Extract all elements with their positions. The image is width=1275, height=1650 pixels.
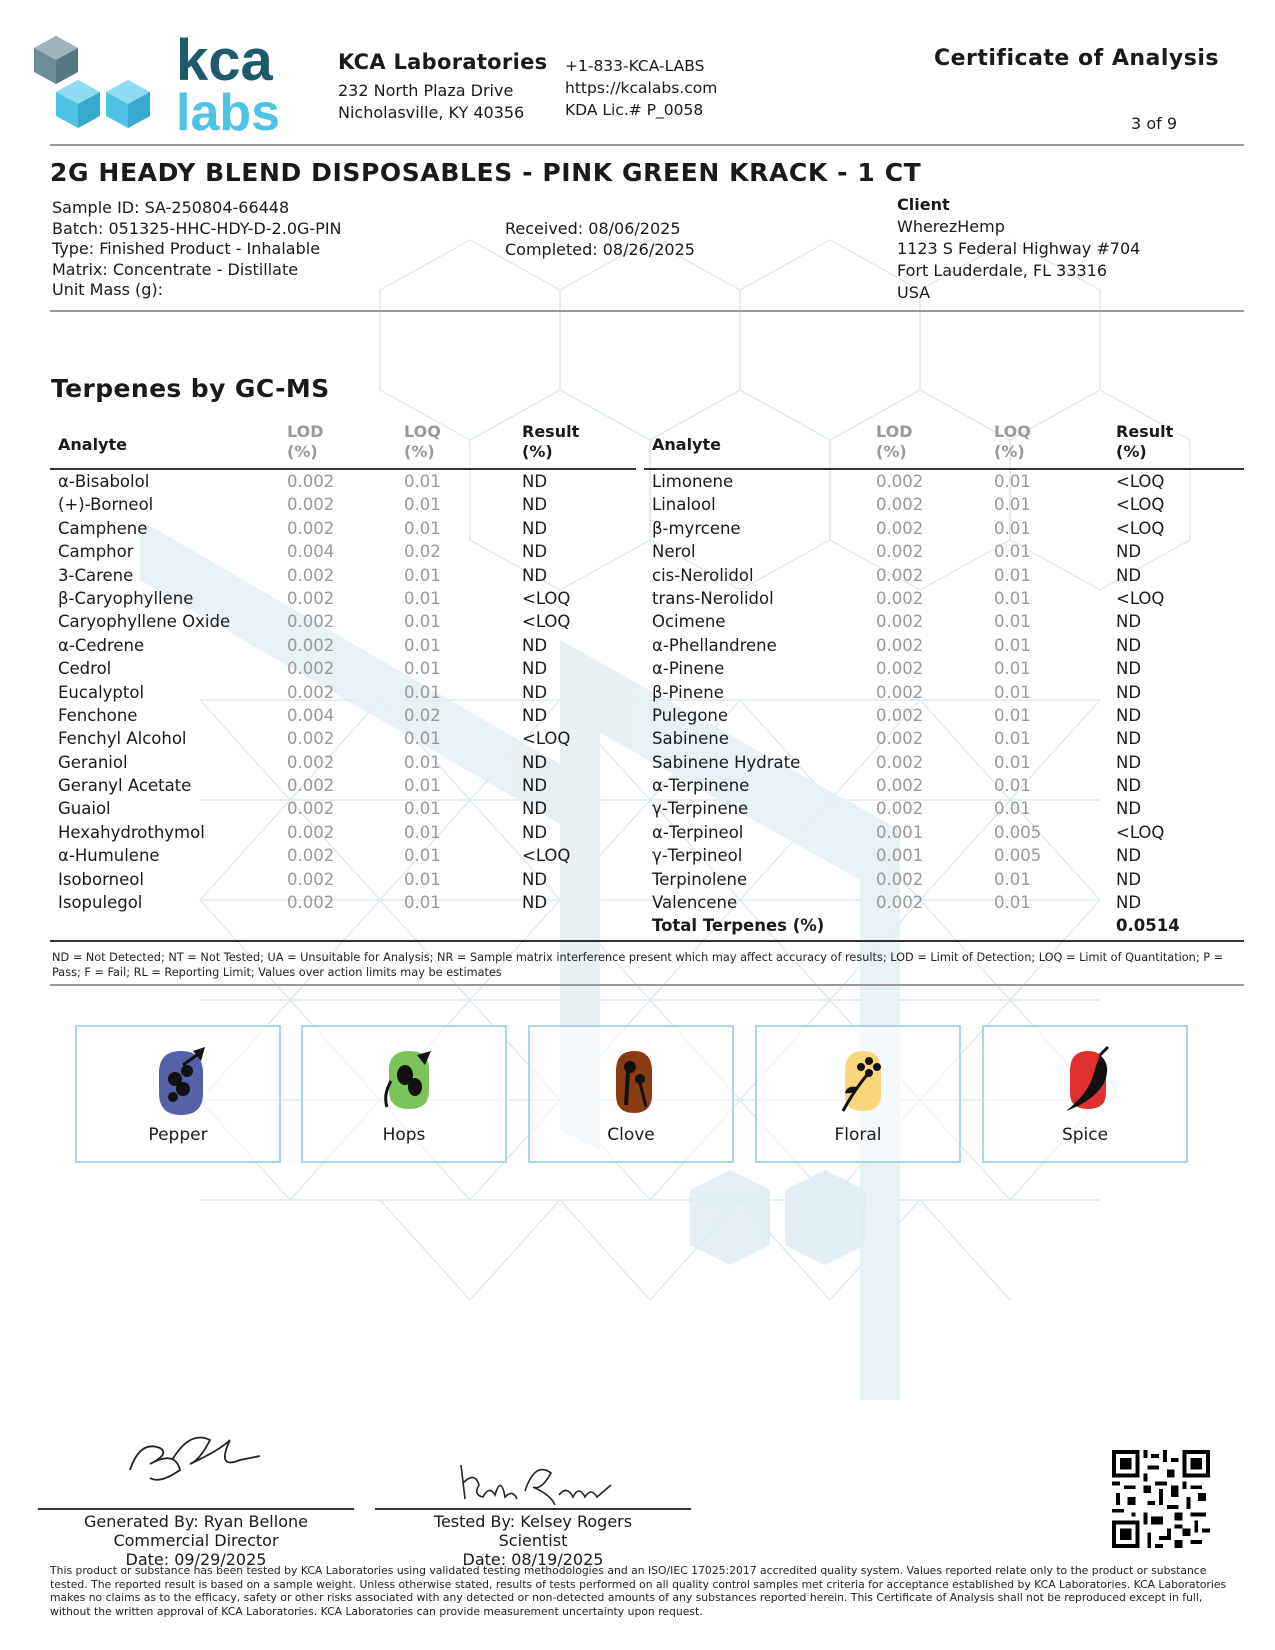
loq-cell: 0.01 [404,612,441,632]
analyte-cell: β-myrcene [652,518,741,538]
analyte-cell: Cedrol [58,659,112,679]
loq-cell: 0.01 [404,822,441,842]
terpenes-table-left [50,422,636,914]
table-row [50,610,636,633]
lod-cell: 0.002 [876,682,924,702]
lod-cell: 0.002 [287,565,335,585]
lod-cell: 0.002 [287,659,335,679]
received-date: Received: 08/06/2025 [505,219,681,238]
lod-cell: 0.001 [876,822,924,842]
loq-cell: 0.01 [994,588,1031,608]
loq-cell: 0.01 [404,752,441,772]
loq-cell: 0.01 [994,542,1031,562]
analyte-cell: γ-Terpinene [652,799,749,819]
analyte-cell: Nerol [652,542,696,562]
header-lod-unit: (%) [876,442,907,461]
result-cell: ND [522,682,548,702]
header-result-label: Result [1116,422,1174,441]
table-row [50,727,636,750]
client-info [897,194,1140,304]
total-row [644,914,1244,937]
loq-cell: 0.005 [994,822,1042,842]
loq-cell: 0.01 [994,635,1031,655]
table-row [644,564,1244,587]
signature-line-tested [375,1508,691,1510]
table-row [50,634,636,657]
signature-kelsey-rogers [455,1455,615,1510]
aroma-label: Floral [834,1125,882,1145]
lod-cell: 0.002 [876,472,924,491]
loq-cell: 0.02 [404,705,441,725]
loq-cell: 0.01 [404,846,441,866]
lod-cell: 0.002 [876,776,924,796]
result-cell: ND [1116,635,1142,655]
client-country: USA [897,283,931,302]
lod-cell: 0.002 [876,705,924,725]
analyte-cell: Geranyl Acetate [58,776,192,796]
loq-cell: 0.01 [404,495,441,515]
result-cell: ND [1116,799,1142,819]
lod-cell: 0.002 [287,752,335,772]
header-lod-label: LOD [876,422,913,441]
table-row [50,517,636,540]
result-cell: ND [1116,705,1142,725]
analyte-cell: Ocimene [652,612,726,632]
analyte-cell: Valencene [652,893,738,913]
result-cell: <LOQ [1116,472,1165,491]
header-loq [994,422,1031,462]
lod-cell: 0.002 [287,822,335,842]
client-heading: Client [897,195,950,214]
table-row [50,681,636,704]
loq-cell: 0.01 [404,588,441,608]
loq-cell: 0.02 [404,542,441,562]
result-cell: ND [522,542,548,562]
loq-cell: 0.01 [994,495,1031,515]
analyte-cell: 3-Carene [58,565,134,585]
header-analyte: Analyte [652,435,721,454]
analyte-cell: Linalool [652,495,716,515]
table-row [50,657,636,680]
table-row [50,751,636,774]
qr-code[interactable] [1112,1450,1210,1548]
analyte-cell: α-Humulene [58,846,160,866]
lod-cell: 0.002 [287,799,335,819]
lod-cell: 0.002 [876,635,924,655]
lod-cell: 0.002 [287,729,335,749]
table-row [644,797,1244,820]
table-row [644,751,1244,774]
aroma-clove [528,1025,734,1163]
unit-mass: Unit Mass (g): [52,280,164,299]
analyte-cell: β-Pinene [652,682,724,702]
table-row [644,727,1244,750]
table-row [644,587,1244,610]
lod-cell: 0.002 [287,682,335,702]
analyte-cell: Limonene [652,472,734,491]
sample-type: Type: Finished Product - Inhalable [52,239,321,258]
completed-date: Completed: 08/26/2025 [505,239,695,259]
tested-by-title: Scientist [498,1531,568,1550]
analyte-cell: α-Cedrene [58,635,145,655]
lab-contact [565,55,717,121]
table-row [50,844,636,867]
section-title: Terpenes by GC-MS [51,374,330,403]
loq-cell: 0.01 [994,893,1031,913]
lab-name: KCA Laboratories [338,50,548,74]
table-row [50,774,636,797]
lod-cell: 0.002 [876,729,924,749]
logo-text-kca: kca [176,30,273,93]
analyte-cell: Sabinene Hydrate [652,752,801,772]
result-cell: <LOQ [1116,588,1165,608]
table-row [644,517,1244,540]
header-loq-unit: (%) [404,442,435,461]
analyte-cell: α-Pinene [652,659,725,679]
result-cell: ND [1116,893,1142,913]
result-cell: ND [522,472,548,491]
batch: Batch: 051325-HHC-HDY-D-2.0G-PIN [52,218,342,238]
analyte-cell: Eucalyptol [58,682,145,702]
lod-cell: 0.002 [287,612,335,632]
table-body [50,470,636,914]
lod-cell: 0.002 [876,752,924,772]
header-lod [287,422,324,462]
result-cell: <LOQ [1116,822,1165,842]
loq-cell: 0.01 [404,659,441,679]
lod-cell: 0.002 [287,846,335,866]
loq-cell: 0.01 [994,472,1031,491]
result-cell: ND [1116,542,1142,562]
client-street: 1123 S Federal Highway #704 [897,239,1141,258]
header-lod-unit: (%) [287,442,318,461]
table-row [644,681,1244,704]
lod-cell: 0.001 [876,846,924,866]
analyte-cell: Isoborneol [58,869,144,889]
analyte-cell: α-Terpinene [652,776,750,796]
product-title: 2G HEADY BLEND DISPOSABLES - PINK GREEN KRACK - 1 CT [50,158,922,187]
lod-cell: 0.002 [876,869,924,889]
result-cell: <LOQ [1116,495,1165,515]
lod-cell: 0.002 [287,893,335,913]
table-row [50,564,636,587]
table-row [50,868,636,891]
header-loq-label: LOQ [404,422,441,441]
table-row [644,610,1244,633]
result-cell: ND [522,565,548,585]
aroma-floral [755,1025,961,1163]
tested-by-name: Tested By: Kelsey Rogers [433,1512,633,1531]
loq-cell: 0.01 [994,659,1031,679]
header-result-unit: (%) [522,442,553,461]
result-cell: ND [522,869,548,889]
table-row [644,540,1244,563]
header-loq-unit: (%) [994,442,1025,461]
lab-address [338,80,524,124]
aroma-hops [301,1025,507,1163]
analyte-cell: Camphor [58,542,134,562]
loq-cell: 0.01 [404,565,441,585]
loq-cell: 0.01 [404,729,441,749]
analyte-cell: Pulegone [652,705,729,725]
info-divider [50,310,1244,312]
aroma-label: Clove [607,1125,655,1145]
loq-cell: 0.01 [994,705,1031,725]
table-header [644,422,1244,470]
lod-cell: 0.004 [287,542,335,562]
generated-by-title: Commercial Director [113,1531,279,1550]
lod-cell: 0.002 [287,588,335,608]
result-cell: ND [1116,682,1142,702]
result-cell: ND [522,635,548,655]
table-row [50,470,636,493]
loq-cell: 0.01 [404,635,441,655]
loq-cell: 0.01 [404,869,441,889]
lab-website[interactable]: https://kcalabs.com [565,79,718,97]
lab-phone: +1-833-KCA-LABS [565,57,705,75]
result-cell: ND [1116,846,1142,866]
loq-cell: 0.01 [994,729,1031,749]
header-loq-label: LOQ [994,422,1031,441]
analyte-cell: Hexahydrothymol [58,822,205,842]
lab-address-line2: Nicholasville, KY 40356 [338,103,525,122]
lod-cell: 0.002 [876,588,924,608]
total-value: 0.0514 [1116,916,1180,936]
analyte-cell: Fenchone [58,705,138,725]
sample-matrix: Matrix: Concentrate - Distillate [52,259,299,279]
analyte-cell: Geraniol [58,752,128,772]
legal-disclaimer: This product or substance has been tested by KCA Laboratories using validated testing methodologies and an ISO/IEC 17025:2017 accredited quality system. Values reported relate only to the product or substance tested. The reported result is based on a sample weight. Unless otherwise stated, results of tests performed on all quality control samples met criteria for acceptance established by KCA Laboratories. KCA Laboratories makes no claims as to the efficacy, safety or other risks associated with any detected or non-detected amounts of any substances reported herein. This Certificate of Analysis shall not be reproduced except in full, without the written approval of KCA Laboratories. KCA Laboratories can provide measurement uncertainty upon request. [50,1564,1227,1618]
analyte-cell: Fenchyl Alcohol [58,729,187,749]
header-analyte: Analyte [58,435,127,454]
loq-cell: 0.01 [994,776,1031,796]
lab-license: KDA Lic.# P_0058 [565,101,704,119]
signature-ryan-bellone [120,1420,270,1490]
table-row [50,821,636,844]
sample-id: Sample ID: SA-250804-66448 [52,198,290,217]
header-loq [404,422,441,462]
analyte-cell: Caryophyllene Oxide [58,612,231,632]
loq-cell: 0.01 [404,682,441,702]
loq-cell: 0.01 [994,518,1031,538]
aroma-spice [982,1025,1188,1163]
loq-cell: 0.01 [404,472,441,491]
result-cell: ND [1116,565,1142,585]
lod-cell: 0.002 [287,776,335,796]
aroma-pepper [75,1025,281,1163]
header-lod-label: LOD [287,422,324,441]
footnote-divider [50,984,1244,986]
tested-by-block [375,1512,691,1569]
analyte-cell: Camphene [58,518,148,538]
table-row [644,470,1244,493]
lod-cell: 0.002 [287,495,335,515]
hops-icon [379,1045,435,1115]
table-row [644,774,1244,797]
header-result-label: Result [522,422,580,441]
lod-cell: 0.002 [876,659,924,679]
table-row [50,797,636,820]
result-cell: ND [522,705,548,725]
header-result-unit: (%) [1116,442,1147,461]
table-row [644,891,1244,914]
document-title: Certificate of Analysis [933,46,1219,71]
analyte-cell: trans-Nerolidol [652,588,774,608]
header-result [1116,422,1173,462]
result-cell: ND [522,822,548,842]
loq-cell: 0.01 [404,893,441,913]
generated-by-date: Date: 09/29/2025 [125,1550,267,1569]
lod-cell: 0.002 [876,893,924,913]
table-row [644,844,1244,867]
result-cell: ND [1116,612,1142,632]
tested-by-date: Date: 08/19/2025 [462,1550,604,1569]
generated-by-name: Generated By: Ryan Bellone [84,1512,308,1531]
table-row [50,891,636,914]
logo-cubes [34,36,150,128]
result-cell: ND [1116,752,1142,772]
loq-cell: 0.01 [994,565,1031,585]
total-label: Total Terpenes (%) [652,916,825,936]
result-cell: <LOQ [522,729,571,749]
aroma-label: Hops [382,1125,426,1145]
result-cell: ND [1116,869,1142,889]
analyte-cell: α-Phellandrene [652,635,777,655]
loq-cell: 0.01 [404,518,441,538]
loq-cell: 0.005 [994,846,1042,866]
result-cell: ND [1116,659,1142,679]
loq-cell: 0.01 [404,776,441,796]
table-row [644,634,1244,657]
lab-address-line1: 232 North Plaza Drive [338,81,514,100]
table-header [50,422,636,470]
result-cell: ND [522,893,548,913]
result-cell: ND [1116,729,1142,749]
clove-icon [606,1045,662,1115]
analyte-cell: Isopulegol [58,893,143,913]
floral-icon [833,1045,889,1115]
header-result [522,422,579,462]
header-divider [50,144,1244,146]
loq-cell: 0.01 [994,869,1031,889]
loq-cell: 0.01 [404,799,441,819]
analyte-cell: (+)-Borneol [58,495,154,515]
lod-cell: 0.002 [287,518,335,538]
table-row [644,657,1244,680]
result-cell: ND [522,518,548,538]
generated-by-block [38,1512,354,1569]
signature-line-generated [38,1508,354,1510]
table-row [50,587,636,610]
result-cell: ND [1116,776,1142,796]
aroma-label: Pepper [148,1125,208,1145]
lod-cell: 0.002 [287,635,335,655]
spice-icon [1060,1045,1116,1115]
loq-cell: 0.01 [994,612,1031,632]
client-city: Fort Lauderdale, FL 33316 [897,261,1108,280]
table-row [50,540,636,563]
analyte-cell: Guaiol [58,799,111,819]
analyte-cell: Terpinolene [652,869,748,889]
sample-info [52,198,342,301]
lod-cell: 0.002 [876,799,924,819]
page-number: 3 of 9 [1131,114,1177,133]
analyte-cell: β-Caryophyllene [58,588,194,608]
table-row [50,493,636,516]
loq-cell: 0.01 [994,682,1031,702]
client-name: WherezHemp [897,217,1005,236]
loq-cell: 0.01 [994,799,1031,819]
analyte-cell: γ-Terpineol [652,846,743,866]
table-row [644,868,1244,891]
analyte-cell: Sabinene [652,729,729,749]
table-row [644,493,1244,516]
result-cell: <LOQ [522,846,571,866]
analyte-cell: α-Bisabolol [58,472,150,491]
lod-cell: 0.002 [876,565,924,585]
result-cell: ND [522,752,548,772]
table-row [644,704,1244,727]
analyte-cell: α-Terpineol [652,822,744,842]
lod-cell: 0.004 [287,705,335,725]
lod-cell: 0.002 [287,472,335,491]
pepper-icon [153,1045,209,1115]
terpenes-table-right [644,422,1244,938]
result-cell: ND [522,495,548,515]
table-bottom-rule [50,940,1244,942]
lod-cell: 0.002 [876,542,924,562]
sample-dates [505,219,695,260]
table-row [644,821,1244,844]
table-row [50,704,636,727]
analyte-cell: cis-Nerolidol [652,565,754,585]
result-cell: <LOQ [522,612,571,632]
result-cell: <LOQ [522,588,571,608]
result-cell: ND [522,659,548,679]
loq-cell: 0.01 [994,752,1031,772]
table-body [644,470,1244,914]
abbreviations-footnote: ND = Not Detected; NT = Not Tested; UA = Unsuitable for Analysis; NR = Sample matrix interference present which may affect accuracy of results; LOD = Limit of Detection; LOQ = Limit of Quantitation; P = Pass; F = Fail; RL = Reporting Limit; Values over action limits may be estimates [52,951,1224,979]
lod-cell: 0.002 [876,518,924,538]
result-cell: ND [522,799,548,819]
result-cell: ND [522,776,548,796]
header-lod [876,422,913,462]
lod-cell: 0.002 [876,612,924,632]
lod-cell: 0.002 [876,495,924,515]
aroma-label: Spice [1061,1125,1109,1145]
logo-text-labs: labs [176,84,281,140]
kca-labs-logo [34,30,304,140]
result-cell: <LOQ [1116,518,1165,538]
lod-cell: 0.002 [287,869,335,889]
